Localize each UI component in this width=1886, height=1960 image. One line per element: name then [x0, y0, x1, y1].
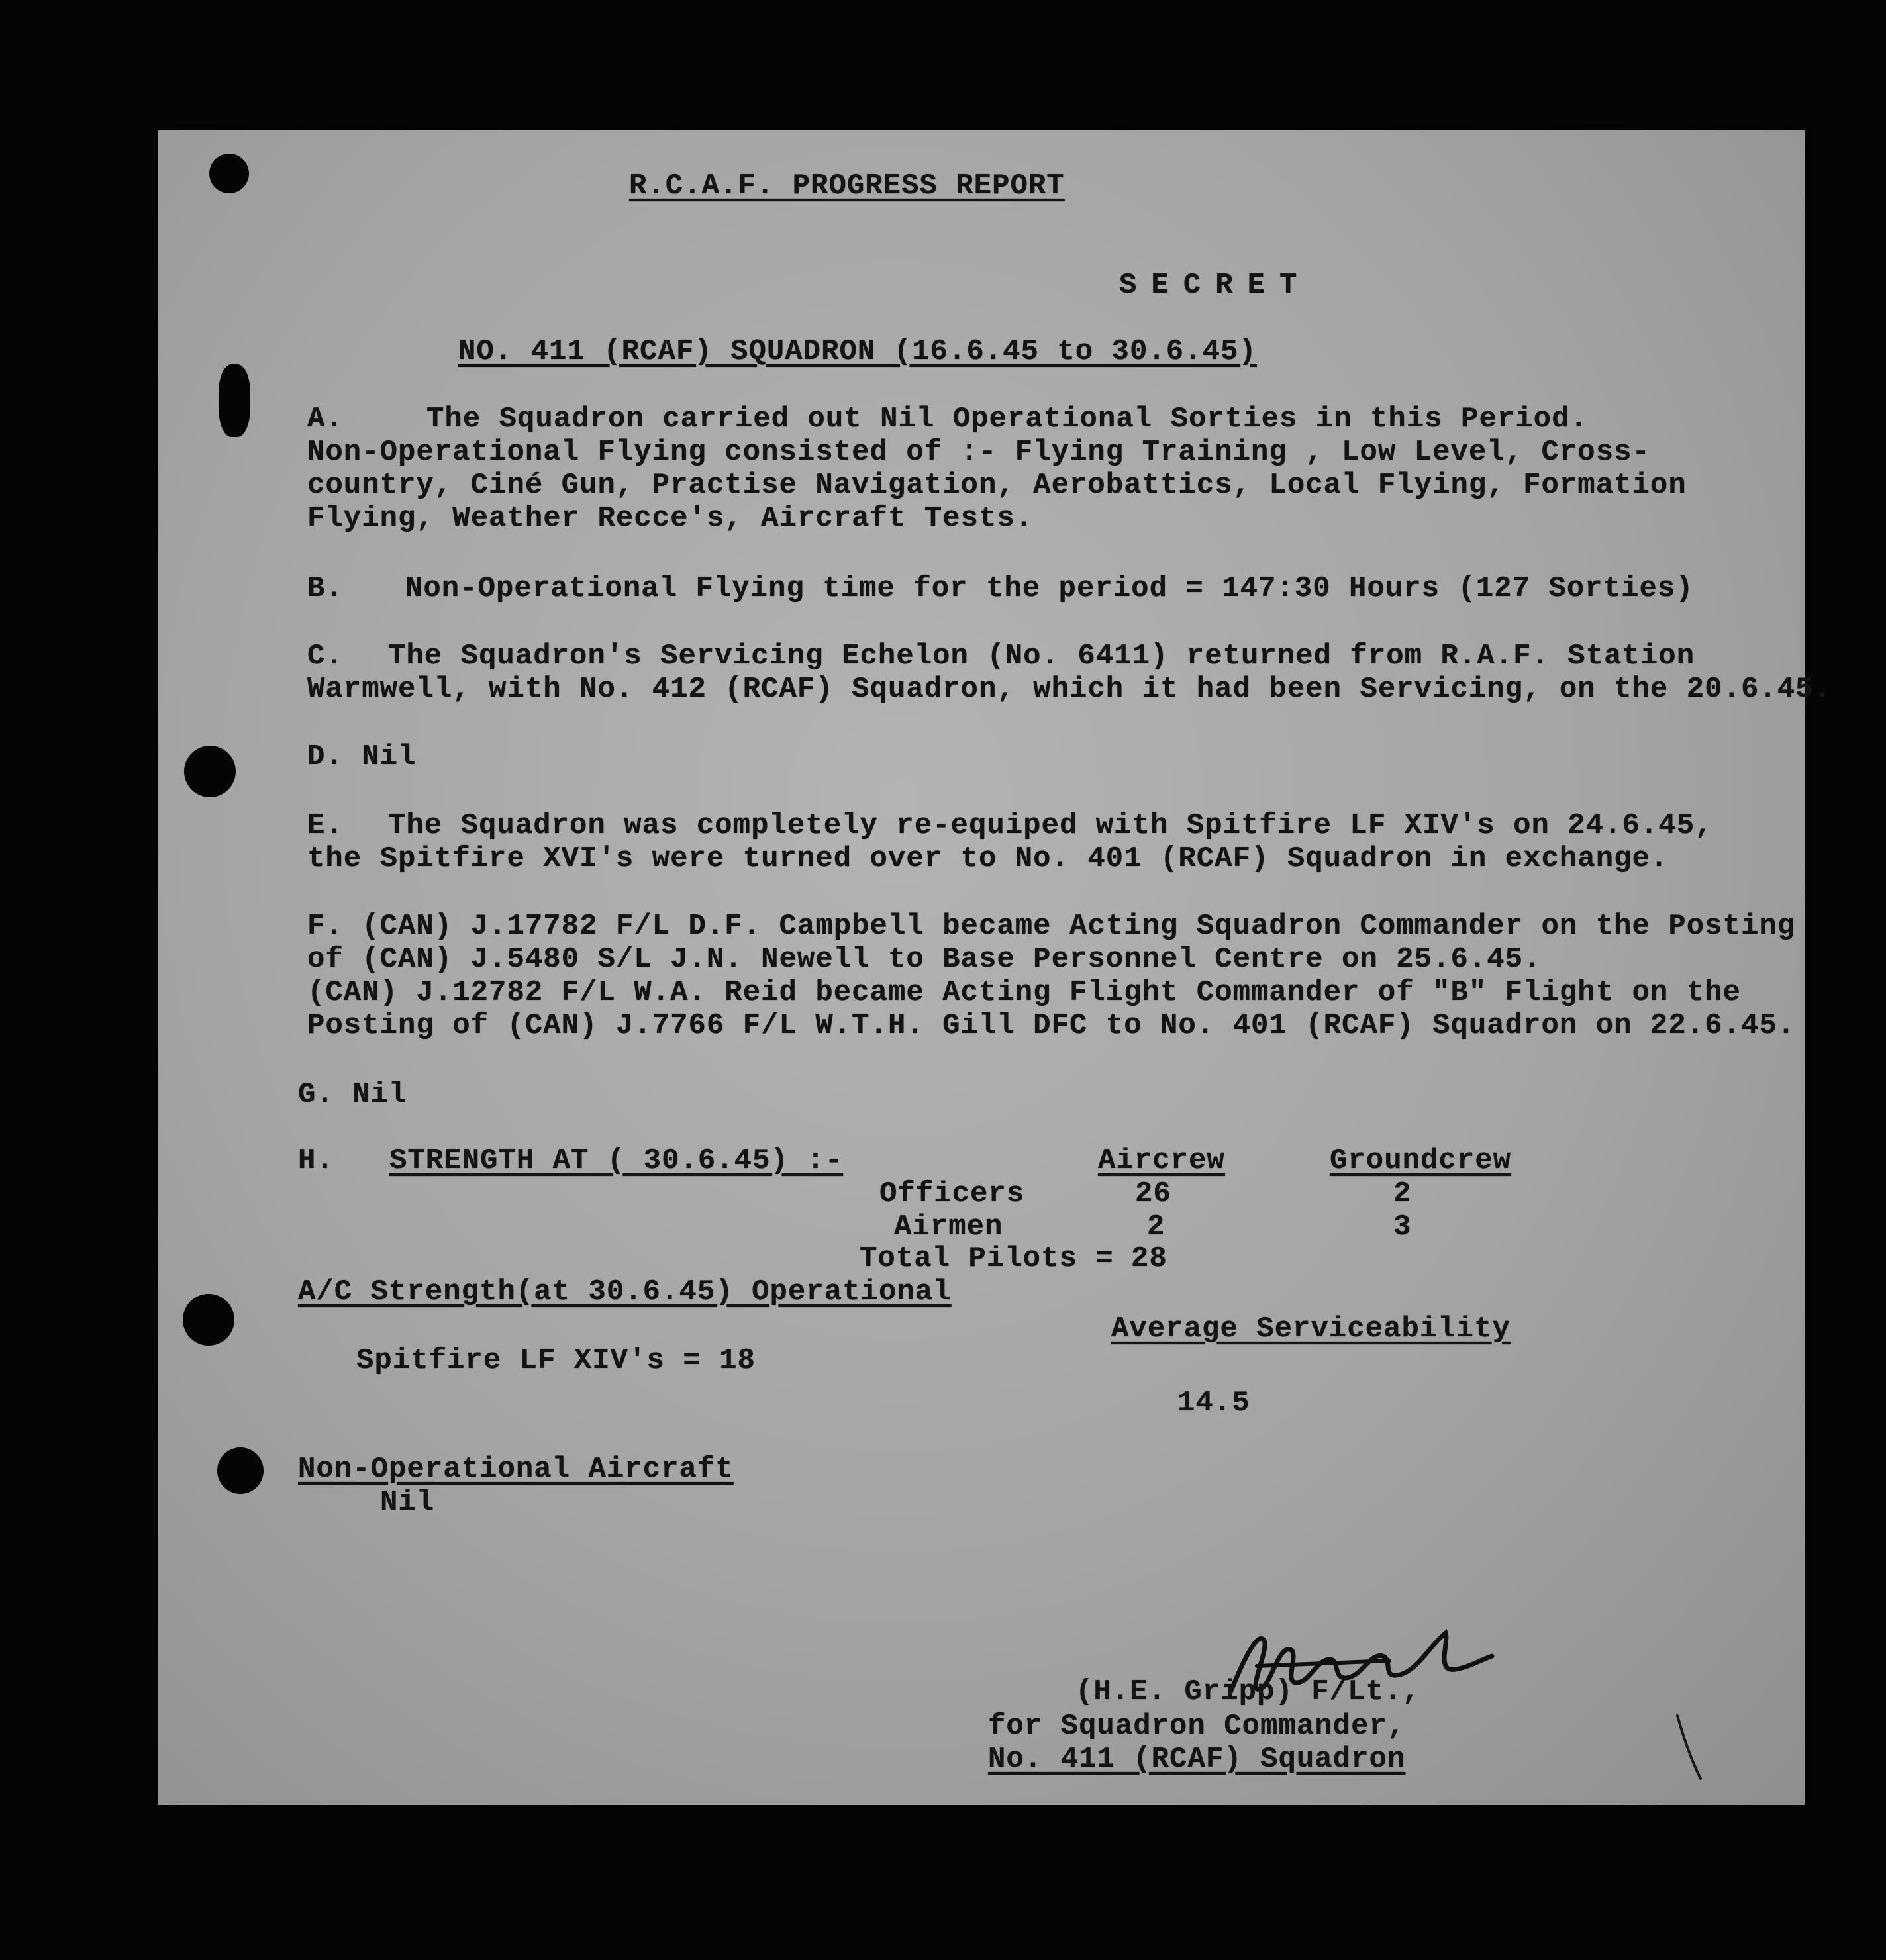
punch-hole [209, 154, 249, 193]
classification-label: SECRET [1119, 269, 1312, 302]
item-f-line: F. (CAN) J.17782 F/L D.F. Campbell became Acting Squadron Commander on the Posting [307, 910, 1796, 943]
punch-hole [219, 364, 250, 437]
signatory-role: for Squadron Commander, [988, 1710, 1406, 1743]
groundcrew-column-header: Groundcrew [1330, 1144, 1512, 1177]
item-b-label: B. [307, 572, 344, 605]
total-pilots-count: 28 [1131, 1242, 1167, 1275]
item-a-line: Non-Operational Flying consisted of :- Flying Training , Low Level, Cross- [307, 436, 1650, 469]
signatory-unit: No. 411 (RCAF) Squadron [988, 1743, 1406, 1776]
ac-strength-heading: A/C Strength(at 30.6.45) Operational [298, 1275, 952, 1308]
item-f-line: of (CAN) J.5480 S/L J.N. Newell to Base Personnel Centre on 25.6.45. [307, 943, 1542, 976]
squadron-period-heading: NO. 411 (RCAF) SQUADRON (16.6.45 to 30.6.45) [458, 335, 1257, 368]
non-op-aircraft-heading: Non-Operational Aircraft [298, 1453, 734, 1486]
item-g-line: G. Nil [298, 1078, 407, 1111]
ac-strength-line: Spitfire LF XIV's = 18 [356, 1344, 756, 1377]
item-e-line: The Squadron was completely re-equiped with Spitfire LF XIV's on 24.6.45, [388, 809, 1713, 842]
item-h-label: H. [298, 1144, 334, 1177]
item-f-line: (CAN) J.12782 F/L W.A. Reid became Acting Flight Commander of "B" Flight on the [307, 976, 1741, 1009]
officers-label: Officers [879, 1177, 1025, 1210]
item-b-line: Non-Operational Flying time for the period = 147:30 Hours (127 Sorties) [405, 572, 1694, 605]
item-d-line: D. Nil [307, 740, 417, 773]
total-pilots-label: Total Pilots = [860, 1242, 1114, 1275]
item-e-line: the Spitfire XVI's were turned over to No. 401 (RCAF) Squadron in exchange. [307, 842, 1669, 875]
strength-heading: STRENGTH AT ( 30.6.45) :- [389, 1144, 844, 1177]
report-page [158, 130, 1832, 1805]
non-op-aircraft-value: Nil [380, 1486, 435, 1519]
avg-serviceability-heading: Average Serviceability [1111, 1312, 1511, 1346]
item-c-label: C. [307, 640, 344, 673]
aircrew-column-header: Aircrew [1098, 1144, 1225, 1177]
punch-hole [184, 746, 236, 797]
punch-hole [183, 1294, 234, 1346]
officers-aircrew-count: 26 [1135, 1177, 1171, 1210]
item-a-label: A. [307, 403, 344, 436]
item-e-label: E. [307, 809, 344, 842]
item-f-line: Posting of (CAN) J.7766 F/L W.T.H. Gill DFC to No. 401 (RCAF) Squadron on 22.6.45. [307, 1009, 1796, 1042]
item-a-line: Flying, Weather Recce's, Aircraft Tests. [307, 502, 1034, 535]
airmen-label: Airmen [894, 1210, 1003, 1244]
report-title: R.C.A.F. PROGRESS REPORT [629, 170, 1065, 203]
officers-groundcrew-count: 2 [1393, 1177, 1412, 1210]
airmen-aircrew-count: 2 [1147, 1210, 1166, 1244]
item-c-line: The Squadron's Servicing Echelon (No. 6411) returned from R.A.F. Station [388, 640, 1695, 673]
item-a-line: country, Ciné Gun, Practise Navigation, Aerobattics, Local Flying, Formation [307, 469, 1687, 502]
avg-serviceability-value: 14.5 [1177, 1387, 1250, 1420]
item-a-line: The Squadron carried out Nil Operational Sorties in this Period. [426, 403, 1588, 436]
signatory-name: (H.E. Gripp) F/Lt., [1075, 1675, 1420, 1708]
item-c-line: Warmwell, with No. 412 (RCAF) Squadron, which it had been Servicing, on the 20.6.45. [307, 673, 1832, 706]
airmen-groundcrew-count: 3 [1393, 1210, 1412, 1244]
pen-mark [1674, 1712, 1707, 1785]
punch-hole [217, 1447, 264, 1494]
